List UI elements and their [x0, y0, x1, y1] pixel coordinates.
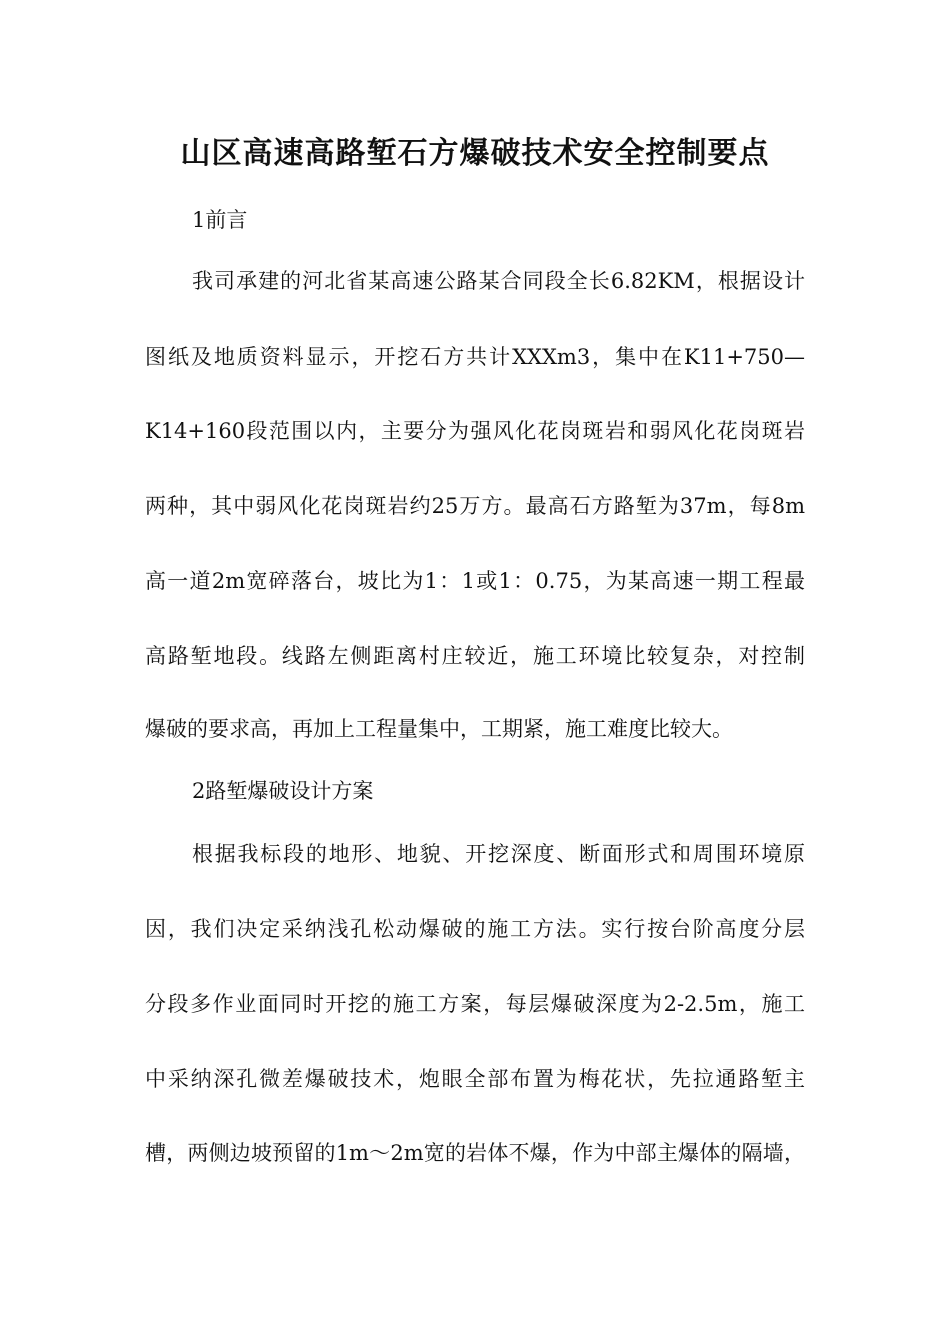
paragraph-line: 槽，两侧边坡预留的1m～2m宽的岩体不爆，作为中部主爆体的隔墙， [145, 1141, 805, 1165]
section-heading-design: 2路堑爆破设计方案 [192, 779, 374, 803]
document-title: 山区高速高路堑石方爆破技术安全控制要点 [180, 136, 770, 171]
paragraph-line: 高一道2m宽碎落台，坡比为1：1或1：0.75，为某高速一期工程最 [145, 569, 805, 593]
paragraph-line: 中采纳深孔微差爆破技术，炮眼全部布置为梅花状，先拉通路堑主 [145, 1067, 805, 1091]
section-heading-intro: 1前言 [192, 208, 248, 232]
paragraph-line: 两种，其中弱风化花岗斑岩约25万方。最高石方路堑为37m，每8m [145, 494, 805, 518]
paragraph-line: 高路堑地段。线路左侧距离村庄较近，施工环境比较复杂，对控制 [145, 644, 805, 668]
paragraph-line: 分段多作业面同时开挖的施工方案，每层爆破深度为2-2.5m，施工 [145, 992, 805, 1016]
paragraph-line: 因，我们决定采纳浅孔松动爆破的施工方法。实行按台阶高度分层 [145, 917, 805, 941]
paragraph-line: 根据我标段的地形、地貌、开挖深度、断面形式和周围环境原 [192, 842, 805, 866]
paragraph-line: 爆破的要求高，再加上工程量集中，工期紧，施工难度比较大。 [145, 717, 733, 741]
paragraph-line: 我司承建的河北省某高速公路某合同段全长6.82KM，根据设计 [192, 269, 805, 293]
paragraph-line: 图纸及地质资料显示，开挖石方共计XXXm3，集中在K11+750— [145, 345, 805, 369]
paragraph-line: K14+160段范围以内，主要分为强风化花岗斑岩和弱风化花岗斑岩 [145, 419, 805, 443]
